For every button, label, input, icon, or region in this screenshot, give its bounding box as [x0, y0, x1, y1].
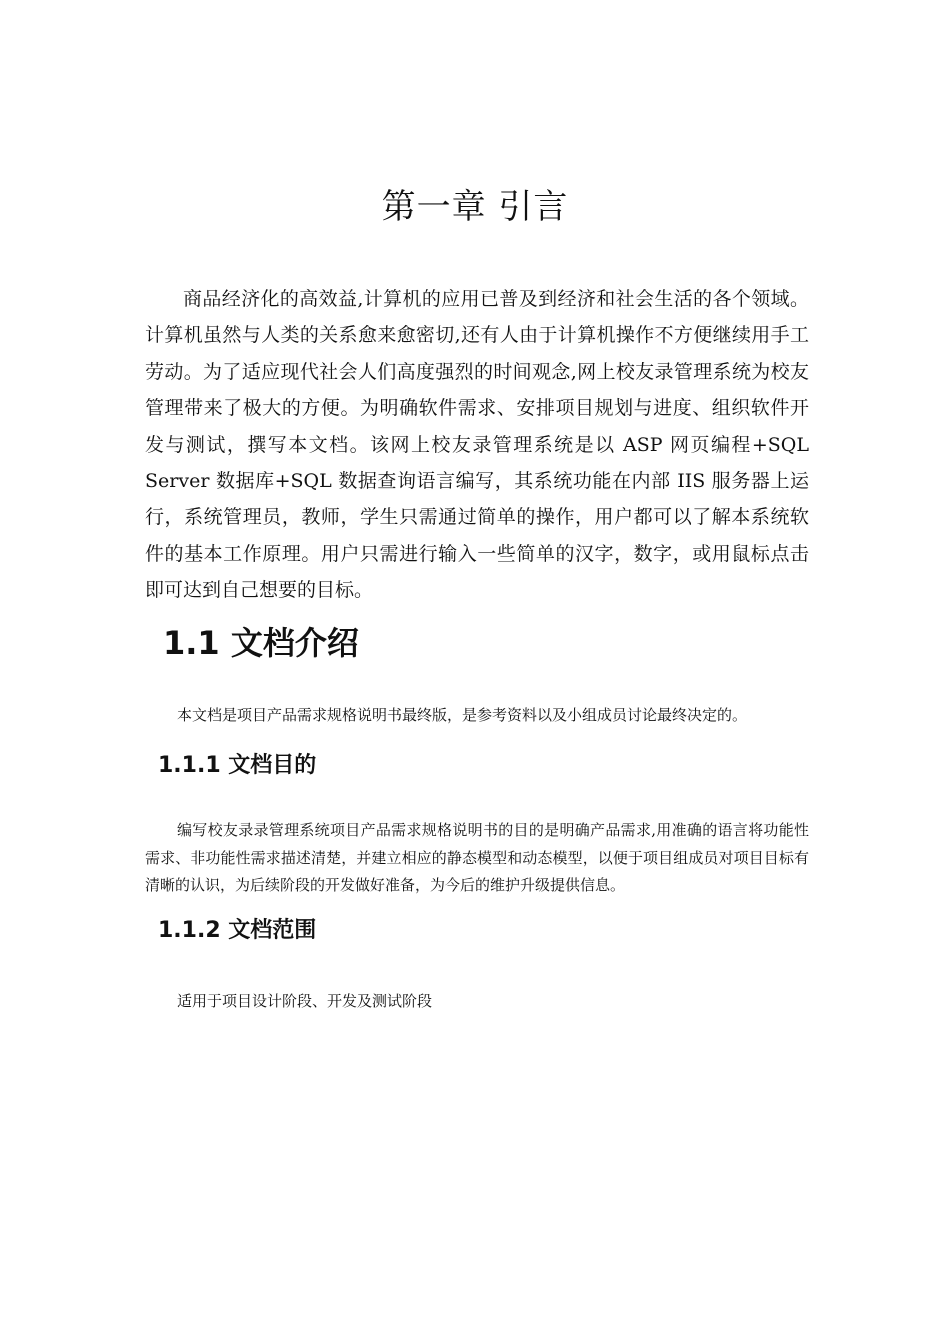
chapter-title: 第一章 引言	[381, 187, 569, 227]
chapter-intro-paragraph: 商品经济化的高效益,计算机的应用已普及到经济和社会生活的各个领域。计算机虽然与人类的关系愈来愈密切,还有人由于计算机操作不方便继续用手工劳动。为了适应现代社会人们高度强烈的时间观念,网上校友录管理系统为校友管理带来了极大的方便。为明确软件需求、安排项目规划与进度、组织软件开发与测试，撰写本文档。该网上校友录管理系统是以 ASP 网页编程+SQL Server 数据库+SQL 数据查询语言编写，其系统功能在内部 IIS 服务器上运行，系统管理员，教师，学生只需通过简单的操作，用户都可以了解本系统软件的基本工作原理。用户只需进行输入一些简单的汉字，数字，或用鼠标点击即可达到自己想要的目标。	[145, 288, 809, 602]
section-heading-1-1-2: 1.1.2 文档范围	[158, 918, 317, 943]
section-1-1-1-paragraph: 编写校友录录管理系统项目产品需求规格说明书的目的是明确产品需求,用准确的语言将功能性需求、非功能性需求描述清楚，并建立相应的静态模型和动态模型，以便于项目组成员对项目目标有清晰的认识，为后续阶段的开发做好准备，为今后的维护升级提供信息。	[145, 821, 809, 894]
section-heading-1-1: 1.1 文档介绍	[163, 624, 359, 662]
section-1-1-2-paragraph: 适用于项目设计阶段、开发及测试阶段	[177, 992, 433, 1010]
section-heading-1-1-1: 1.1.1 文档目的	[158, 753, 317, 778]
section-1-1-paragraph: 本文档是项目产品需求规格说明书最终版，是参考资料以及小组成员讨论最终决定的。	[177, 706, 748, 724]
